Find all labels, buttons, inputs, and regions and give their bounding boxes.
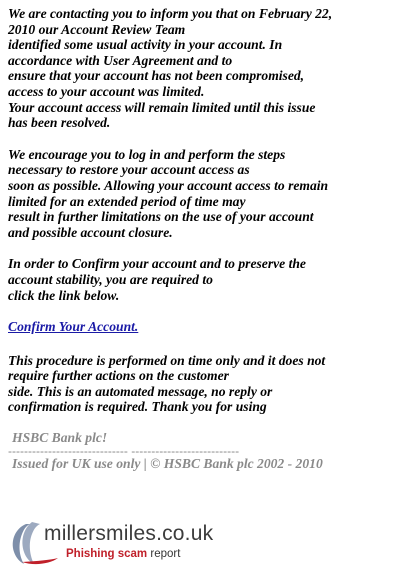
- text-line: has been resolved.: [8, 115, 111, 131]
- email-body: [8, 6, 400, 471]
- text-line: We encourage you to log in and perform the steps: [8, 146, 286, 162]
- text-line: We are contacting you to inform you that on February 22,: [8, 6, 333, 21]
- report-label: report: [147, 548, 181, 560]
- text-line: soon as possible. Allowing your account access to remain: [8, 177, 329, 193]
- confirm-account-link[interactable]: Confirm Your Account.: [8, 319, 139, 335]
- text-line: necessary to restore your account access as: [8, 162, 250, 178]
- spacer: [8, 415, 400, 430]
- link-paragraph: [8, 319, 400, 335]
- email-footer: [8, 430, 400, 471]
- paragraph-account-review: [8, 6, 400, 131]
- text-line: 2010 our Account Review Team: [8, 21, 186, 37]
- text-line: click the link below.: [8, 287, 120, 303]
- spacer: [8, 240, 400, 256]
- text-line: limited for an extended period of time may: [8, 193, 246, 209]
- phishing-report-tag: [66, 548, 180, 560]
- text-line: result in further limitations on the use of your account: [8, 209, 314, 225]
- text-line: side. This is an automated message, no reply or: [8, 383, 273, 399]
- text-line: accordance with User Agreement and to: [8, 52, 233, 68]
- spacer: [8, 131, 400, 147]
- text-line: ensure that your account has not been compromised,: [8, 68, 305, 84]
- millersmiles-watermark: [10, 518, 240, 566]
- phishing-scam-label: Phishing scam: [66, 548, 148, 560]
- footer-divider: ------------------------------ ---------------------------: [8, 443, 240, 458]
- paragraph-confirm-instructions: [8, 256, 400, 303]
- text-line: access to your account was limited.: [8, 83, 205, 99]
- paragraph-encourage-login: [8, 147, 400, 241]
- text-line: This procedure is performed on time only and it does not: [8, 352, 326, 368]
- bank-name: HSBC Bank plc!: [12, 430, 108, 446]
- text-line: confirmation is required. Thank you for using: [8, 399, 267, 415]
- millersmiles-site-name: millersmiles.co.uk: [44, 522, 214, 545]
- spacer: [8, 303, 400, 319]
- text-line: Your account access will remain limited until this issue: [8, 99, 316, 115]
- issued-notice: Issued for UK use only | © HSBC Bank plc 2002 - 2010: [12, 455, 323, 471]
- text-line: require further actions on the customer: [8, 368, 229, 384]
- spacer: [8, 335, 400, 353]
- paragraph-procedure: [8, 353, 400, 415]
- text-line: and possible account closure.: [8, 224, 173, 240]
- text-line: identified some usual activity in your account. In: [8, 37, 283, 53]
- text-line: In order to Confirm your account and to preserve the: [8, 256, 306, 272]
- text-line: account stability, you are required to: [8, 271, 213, 287]
